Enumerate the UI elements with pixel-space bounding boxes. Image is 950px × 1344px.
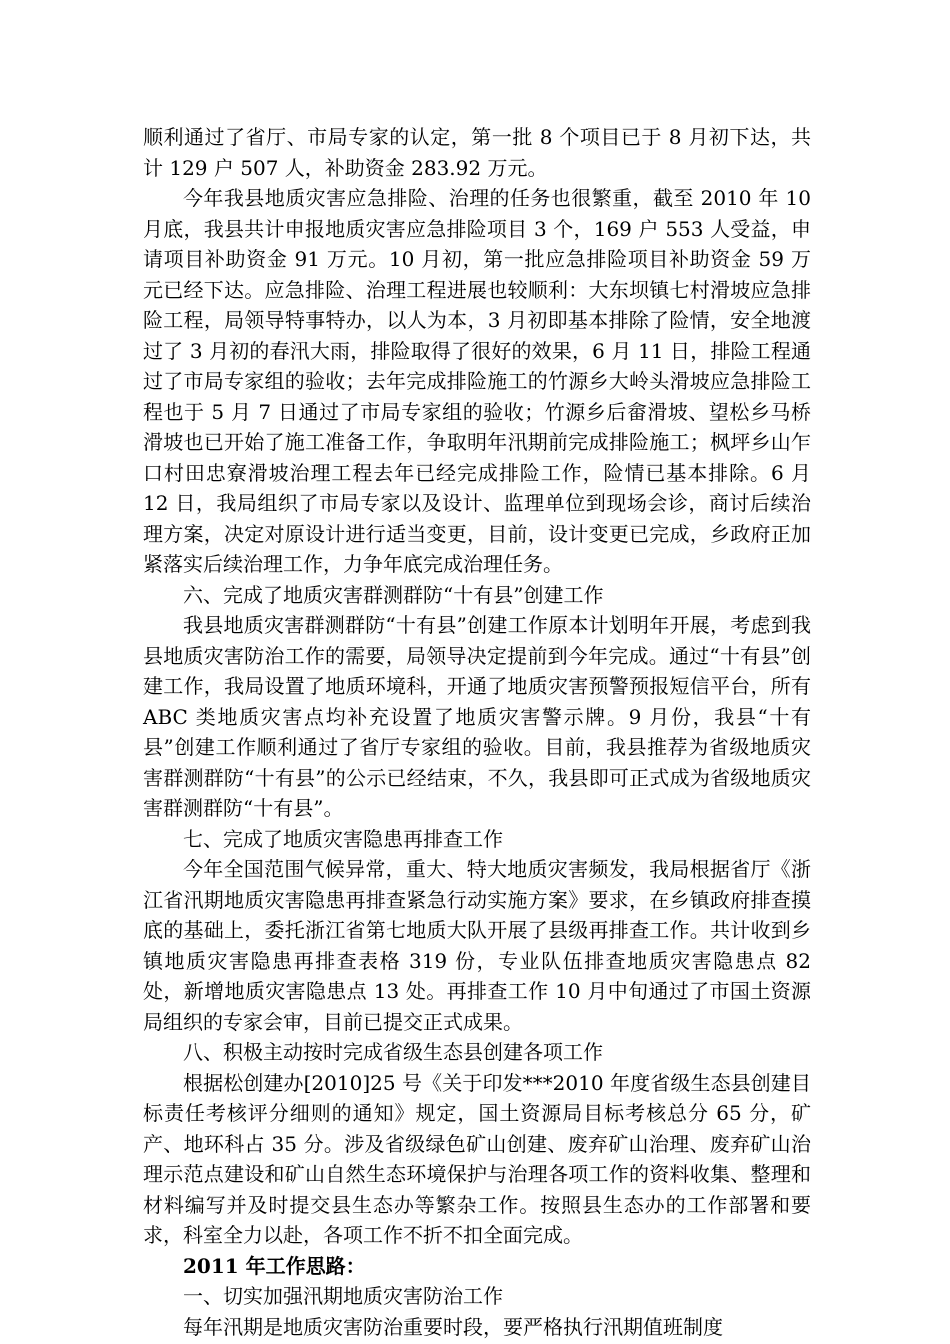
paragraph-eco-county: 根据松创建办[2010]25 号《关于印发***2010 年度省级生态县创建目标责任考核评分细则的通知》规定，国土资源局目标考核总分 65 分，矿产、地环科占 35 分。涉及省级绿色矿山创建、废弃矿山治理、废弃矿山治理示范点建设和矿山自然生态环境保护与治理各项工作的资料收集、整理和材料编写并及时提交县生态办等繁杂工作。按照县生态办的工作部署和要求，科室全力以赴，各项工作不折不扣全面完成。 xyxy=(143,1070,811,1247)
paragraph-reinspection: 今年全国范围气候异常，重大、特大地质灾害频发，我局根据省厅《浙江省汛期地质灾害隐患再排查紧急行动实施方案》要求，在乡镇政府排查摸底的基础上，委托浙江省第七地质大队开展了县级再排查工作。共计收到乡镇地质灾害隐患再排查表格 319 份，专业队伍排查地质灾害隐患点 82 处，新增地质灾害隐患点 13 处。再排查工作 10 月中旬通过了市国土资源局组织的专家会审，目前已提交正式成果。 xyxy=(143,857,811,1034)
paragraph-ten-county: 我县地质灾害群测群防“十有县”创建工作原本计划明年开展，考虑到我县地质灾害防治工作的需要，局领导决定提前到今年完成。通过“十有县”创建工作，我局设置了地质环境科，开通了地质灾害预警预报短信平台，所有 ABC 类地质灾害点均补充设置了地质灾害警示牌。9 月份，我县“十有县”创建工作顺利通过了省厅专家组的验收。目前，我县推荐为省级地质灾害群测群防“十有县”的公示已经结束，不久，我县即可正式成为省级地质灾害群测群防“十有县”。 xyxy=(143,613,811,820)
document-body xyxy=(143,122,811,1342)
section-heading-8: 八、积极主动按时完成省级生态县创建各项工作 xyxy=(183,1040,603,1064)
section-heading-6: 六、完成了地质灾害群测群防“十有县”创建工作 xyxy=(183,582,604,607)
section-heading-7: 七、完成了地质灾害隐患再排查工作 xyxy=(183,826,503,851)
paragraph-emergency-works: 今年我县地质灾害应急排险、治理的任务也很繁重，截至 2010 年 10 月底，我县共计申报地质灾害应急排险项目 3 个，169 户 553 人受益，申请项目补助资金 91 万元。10 月初，第一批应急排险项目补助资金 59 万元已经下达。应急排险、治理工程进展也较顺利：大东坝镇七村滑坡应急排险工程，局领导特事特办，以人为本，3 月初即基本排除了险情，安全地渡过了 3 月初的春汛大雨，排险取得了很好的效果，6 月 11 日，排险工程通过了市局专家组的验收；去年完成排险施工的竹源乡大岭头滑坡应急排险工程也于 5 月 7 日通过了市局专家组的验收；竹源乡后畲滑坡、望松乡马桥滑坡也已开始了施工准备工作，争取明年汛期前完成排险施工；枫坪乡山乍口村田忠寮滑坡治理工程去年已经完成排险工作，险情已基本排除。6 月 12 日，我局组织了市局专家以及设计、监理单位到现场会诊，商讨后续治理方案，决定对原设计进行适当变更，目前，设计变更已完成，乡政府正加紧落实后续治理工作，力争年底完成治理任务。 xyxy=(143,186,811,576)
paragraph-flood-season: 每年汛期是地质灾害防治重要时段，要严格执行汛期值班制度 xyxy=(183,1314,723,1339)
paragraph-continuation: 顺利通过了省厅、市局专家的认定，第一批 8 个项目已于 8 月初下达，共计 129 户 507 人，补助资金 283.92 万元。 xyxy=(143,125,811,180)
plan-item-1-heading: 一、切实加强汛期地质灾害防治工作 xyxy=(183,1284,503,1308)
plan-heading-2011: 2011 年工作思路： xyxy=(183,1253,366,1278)
